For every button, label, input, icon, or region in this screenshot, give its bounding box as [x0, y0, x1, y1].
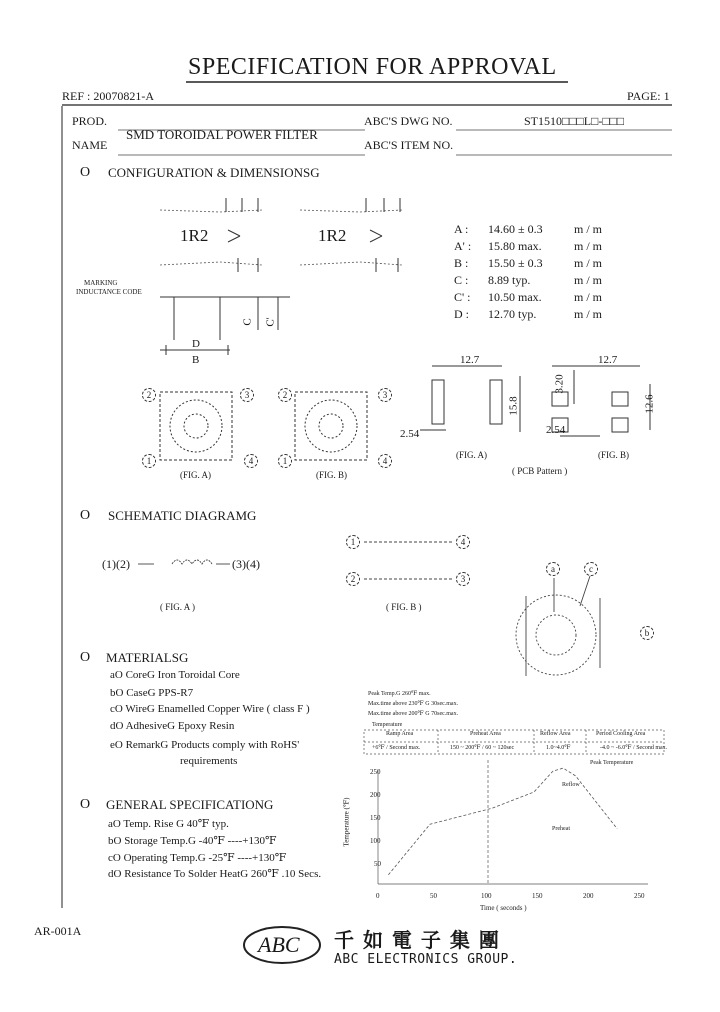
page-title: SPECIFICATION FOR APPROVAL	[188, 54, 557, 80]
zone-ramp: Ramp Area	[386, 731, 414, 737]
schematic-fig-a-caption: ( FIG. A )	[160, 602, 196, 612]
dim-unit: m / m	[574, 307, 603, 321]
pin-4-b: 4	[378, 454, 392, 468]
x-tick: 50	[430, 892, 437, 900]
dim-c-label: C	[241, 318, 254, 326]
config-bullet: O	[80, 165, 91, 180]
schematic-pin-4: 4	[456, 535, 470, 549]
ref-number: REF : 20070821-A	[62, 89, 155, 103]
logo-text: ABC	[258, 932, 300, 957]
y-tick: 200	[370, 791, 381, 799]
form-code: AR-001A	[34, 924, 82, 938]
x-tick: 250	[634, 892, 645, 900]
material-item: aO CoreG Iron Toroidal Core	[110, 669, 240, 681]
y-tick: 150	[370, 814, 381, 822]
marking-code-a: 1R2	[180, 226, 209, 245]
dim-c2-label: C'	[264, 317, 277, 327]
dim-key: B :	[454, 256, 469, 270]
general-item: dO Resistance To Solder HeatG 260℉ .10 Secs.	[108, 868, 322, 880]
chart-xlabel: Time ( seconds )	[480, 904, 527, 912]
material-item: cO WireG Enamelled Copper Wire ( class F )	[110, 703, 310, 715]
prod-label: PROD.	[72, 114, 108, 128]
dim-value: 10.50 max.	[488, 290, 542, 304]
reflow-note: Peak Temp.G 260℉ max.	[368, 691, 431, 697]
schematic-pin-1: 1	[346, 535, 360, 549]
inductance-code-label: INDUCTANCE CODE	[76, 288, 142, 296]
general-bullet: O	[80, 797, 91, 812]
dim-value: 12.70 typ.	[488, 307, 537, 321]
dim-value: 15.50 ± 0.3	[488, 256, 543, 270]
dim-key: C' :	[454, 290, 471, 304]
schematic-bullet: O	[80, 508, 91, 523]
reflow-note: Max.time above 230℉ G 30sec.max.	[368, 701, 459, 707]
zone-reflow: Reflow Area	[540, 731, 571, 737]
dim-key: C :	[454, 273, 469, 287]
product-name: SMD TOROIDAL POWER FILTER	[126, 127, 318, 142]
rate-ramp: +6℉ / Second max.	[372, 745, 421, 751]
schematic-heading: SCHEMATIC DIAGRAMG	[108, 508, 257, 523]
fig-b-caption: (FIG. B)	[316, 470, 347, 480]
pcb-b-dim-width: 12.7	[598, 354, 618, 366]
fig-a-right-pins: (3)(4)	[232, 557, 260, 571]
dim-key: A :	[454, 222, 469, 236]
general-item: bO Storage Temp.G -40℉ ----+130℉	[108, 835, 277, 847]
dim-unit: m / m	[574, 273, 603, 287]
dwg-label: ABC'S DWG NO.	[364, 114, 453, 128]
config-heading: CONFIGURATION & DIMENSIONSG	[108, 165, 320, 180]
pcb-b-dim-pitch: 2.54	[546, 424, 566, 436]
dim-key: A' :	[454, 239, 472, 253]
pcb-b-dim-height: 12.6	[643, 394, 656, 414]
rate-cooling: -4.0 ~ -6.0℉ / Second max.	[600, 745, 668, 751]
core-label-c: c	[584, 562, 598, 576]
rate-preheat: 150 ~ 200℉ / 60 ~ 120sec	[450, 745, 515, 751]
core-label-a: a	[546, 562, 560, 576]
x-tick: 150	[532, 892, 543, 900]
y-tick: 100	[370, 837, 381, 845]
company-name-cn: 千 如 電 子 集 團	[334, 928, 500, 952]
annotation-reflow: Reflow	[562, 782, 580, 788]
pcb-a-dim-width: 12.7	[460, 354, 480, 366]
pin-3-b: 3	[378, 388, 392, 402]
annotation-peak: Peak Temperature	[590, 760, 634, 766]
material-item: eO RemarkG Products comply with RoHS'	[110, 739, 300, 751]
x-tick: 200	[583, 892, 594, 900]
schematic-pin-2: 2	[346, 572, 360, 586]
materials-bullet: O	[80, 650, 91, 665]
dim-value: 14.60 ± 0.3	[488, 222, 543, 236]
y-tick: 50	[374, 860, 381, 868]
zone-cooling: Period Cooling Area	[596, 731, 646, 737]
rate-reflow: 1.0~4.0℉	[546, 745, 571, 751]
dim-value: 15.80 max.	[488, 239, 542, 253]
pcb-pattern-caption: ( PCB Pattern )	[512, 466, 568, 476]
general-item: cO Operating Temp.G -25℉ ----+130℉	[108, 852, 287, 864]
company-name-en: ABC ELECTRONICS GROUP.	[334, 952, 518, 967]
reflow-zone-header: Temperature	[372, 722, 403, 728]
pin-1-a: 1	[142, 454, 156, 468]
dwg-value: ST1510□□□L□-□□□	[524, 114, 625, 128]
dim-d-label: D	[192, 338, 200, 350]
pcb-a-dim-height: 15.8	[507, 396, 520, 416]
general-item: aO Temp. Rise G 40℉ typ.	[108, 818, 229, 830]
material-item: dO AdhesiveG Epoxy Resin	[110, 720, 235, 732]
item-label: ABC'S ITEM NO.	[364, 138, 454, 152]
x-tick: 0	[376, 892, 380, 900]
schematic-pin-3: 3	[456, 572, 470, 586]
material-item-cont: requirements	[180, 755, 238, 767]
name-label: NAME	[72, 138, 108, 152]
fig-a-caption: (FIG. A)	[180, 470, 211, 480]
page-number: PAGE: 1	[627, 89, 670, 103]
pcb-b-dim-pad: 3.20	[553, 374, 566, 394]
dim-unit: m / m	[574, 256, 603, 270]
dim-unit: m / m	[574, 239, 603, 253]
pcb-fig-a-caption: (FIG. A)	[456, 450, 487, 460]
schematic-fig-b-caption: ( FIG. B )	[386, 602, 422, 612]
x-tick: 100	[481, 892, 492, 900]
pin-2-b: 2	[278, 388, 292, 402]
reflow-note: Max.time above 200℉ G 70sec.max.	[368, 711, 459, 717]
pin-3-a: 3	[240, 388, 254, 402]
materials-heading: MATERIALSG	[106, 650, 189, 665]
dim-unit: m / m	[574, 222, 603, 236]
pin-4-a: 4	[244, 454, 258, 468]
pin-2-a: 2	[142, 388, 156, 402]
dim-value: 8.89 typ.	[488, 273, 531, 287]
dim-b-label: B	[192, 354, 200, 366]
general-heading: GENERAL SPECIFICATIONG	[106, 797, 274, 812]
marking-label: MARKING	[84, 279, 118, 287]
material-item: bO CaseG PPS-R7	[110, 687, 194, 699]
annotation-preheat: Preheat	[552, 826, 570, 832]
marking-code-b: 1R2	[318, 226, 347, 245]
y-tick: 250	[370, 768, 381, 776]
dim-unit: m / m	[574, 290, 603, 304]
pcb-fig-b-caption: (FIG. B)	[598, 450, 629, 460]
core-label-b: b	[640, 626, 654, 640]
pin-1-b: 1	[278, 454, 292, 468]
pcb-a-dim-pitch: 2.54	[400, 428, 420, 440]
fig-a-left-pins: (1)(2)	[102, 557, 130, 571]
dim-key: D :	[454, 307, 469, 321]
zone-preheat: Preheat Area	[470, 731, 501, 737]
chart-ylabel: Temperature (℉)	[342, 797, 351, 847]
